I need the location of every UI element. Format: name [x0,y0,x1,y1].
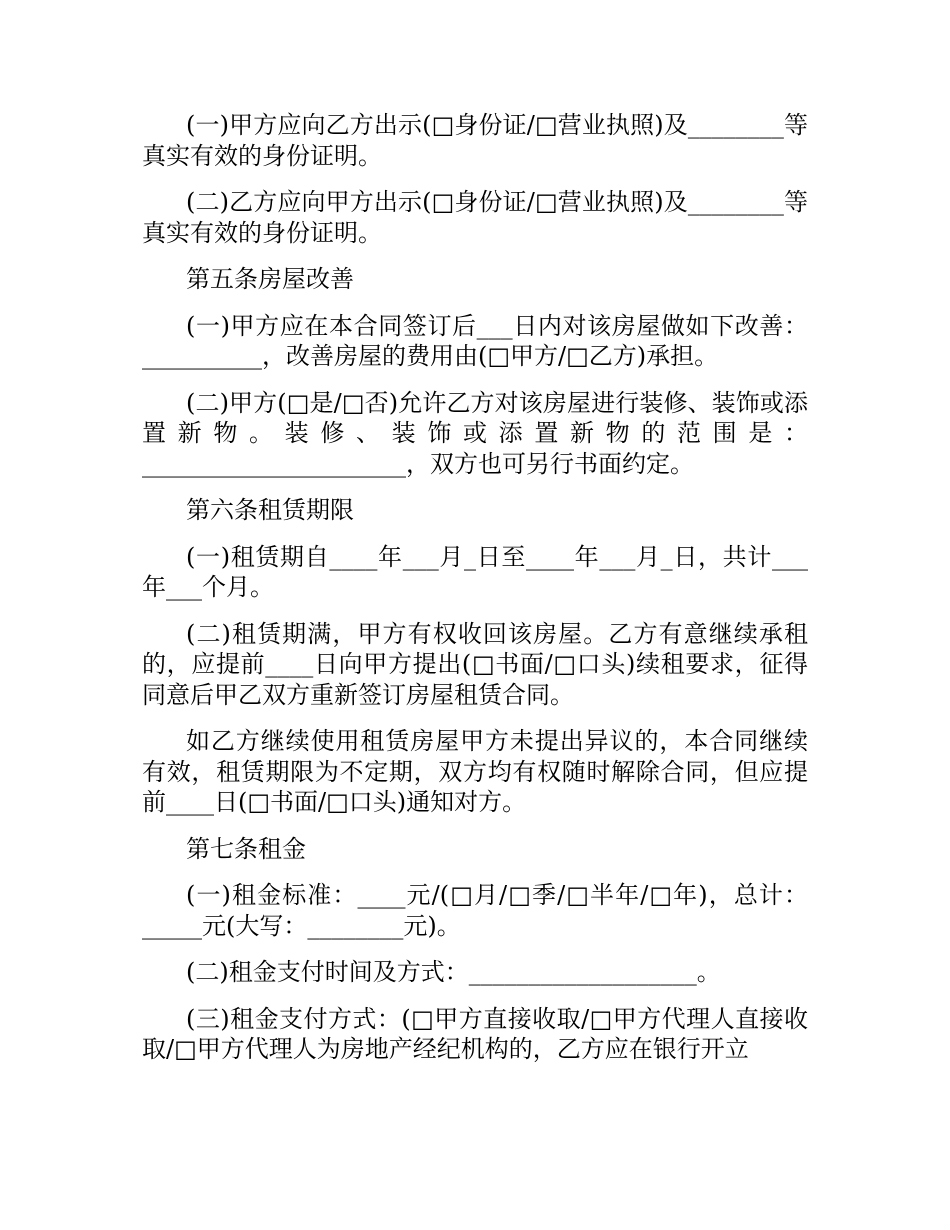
section-heading-5: 第五条房屋改善 [186,265,354,293]
clause-paragraph-10: (三)租金支付方式：(□甲方直接收取/□甲方代理人直接收取/□甲方代理人为房地产经纪机构的，乙方应在银行开立 [142,1004,808,1063]
clause-paragraph-5: (一)租赁期自____年___月_日至____年___月_日，共计___年___个月。 [142,542,808,601]
section-heading-6: 第六条租赁期限 [186,496,354,524]
clause-paragraph-3: (一)甲方应在本合同签订后___日内对该房屋做如下改善：__________，改善房屋的费用由(□甲方/□乙方)承担。 [142,311,808,370]
clause-paragraph-7: 如乙方继续使用租赁房屋甲方未提出异议的，本合同继续有效，租赁期限为不定期，双方均有权随时解除合同，但应提前____日(□书面/□口头)通知对方。 [142,727,808,816]
clause-paragraph-4: (二)甲方(□是/□否)允许乙方对该房屋进行装修、装饰或添置新物。装修、装饰或添置新物的范围是：______________________，双方也可另行书面约定。 [142,388,808,478]
clause-paragraph-1: (一)甲方应向乙方出示(□身份证/□营业执照)及________等真实有效的身份证明。 [142,111,808,170]
clause-paragraph-6: (二)租赁期满，甲方有权收回该房屋。乙方有意继续承租的，应提前____日向甲方提出(□书面/□口头)续租要求，征得同意后甲乙双方重新签订房屋租赁合同。 [142,619,808,709]
document-body [142,110,808,1081]
section-heading-7: 第七条租金 [186,834,306,863]
clause-paragraph-2: (二)乙方应向甲方出示(□身份证/□营业执照)及________等真实有效的身份证明。 [142,188,808,247]
clause-paragraph-9: (二)租金支付时间及方式：___________________。 [186,958,721,986]
clause-paragraph-8: (一)租金标准：____元/(□月/□季/□半年/□年)，总计：_____元(大写：________元)。 [142,881,808,940]
